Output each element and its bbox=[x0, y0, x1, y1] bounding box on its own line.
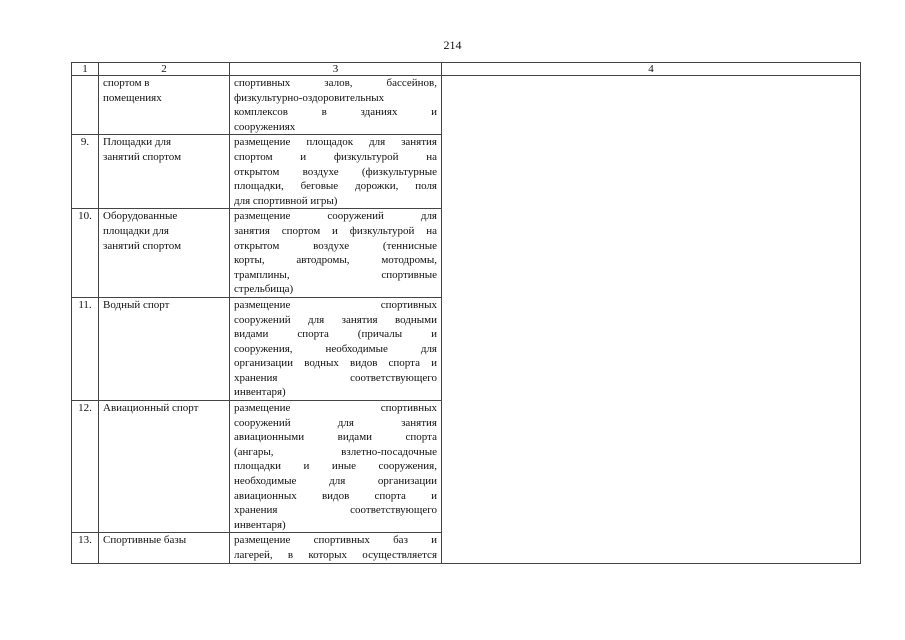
land-use-description-line: авиационных видов спорта и bbox=[234, 489, 437, 502]
column-number-3: 3 bbox=[230, 63, 442, 76]
land-use-description-line: для спортивной игры) bbox=[234, 194, 338, 207]
table-row bbox=[72, 76, 861, 135]
land-use-description-line: хранения соответствующего bbox=[234, 371, 437, 384]
land-use-name-line: спортом в bbox=[103, 77, 150, 89]
land-use-description-line: размещение сооружений для bbox=[234, 210, 437, 223]
land-use-description-line: открытом воздухе (теннисные bbox=[234, 239, 437, 252]
land-use-name-line: площадки для bbox=[103, 224, 169, 237]
land-use-description-line: корты, автодромы, мотодромы, bbox=[234, 254, 437, 267]
land-use-description-line: площадки и иные сооружения, bbox=[234, 460, 437, 473]
land-use-name bbox=[99, 297, 230, 400]
land-use-description bbox=[230, 297, 442, 400]
land-use-description-line: занятия спортом и физкультурой на bbox=[234, 224, 437, 237]
column-4-cell bbox=[442, 76, 861, 564]
land-use-description-line: сооружения, необходимые для bbox=[234, 342, 437, 355]
row-number: 11. bbox=[72, 297, 99, 400]
land-use-name bbox=[99, 533, 230, 563]
land-use-name-line: Спортивные базы bbox=[103, 534, 187, 547]
row-number: 9. bbox=[72, 135, 99, 209]
land-use-description-line: открытом воздухе (физкультурные bbox=[234, 165, 437, 178]
land-use-description-line: (ангары, взлетно-посадочные bbox=[234, 445, 437, 458]
land-use-description-line: спортивных залов, бассейнов, bbox=[234, 77, 437, 89]
land-use-description-line: размещение площадок для занятия bbox=[234, 136, 437, 149]
land-use-description-line: размещение спортивных bbox=[234, 402, 437, 415]
land-use-name bbox=[99, 401, 230, 533]
land-use-description bbox=[230, 533, 442, 563]
column-number-1: 1 bbox=[72, 63, 99, 76]
land-use-description-line: лагерей, в которых осуществляется bbox=[234, 549, 437, 561]
land-use-description-line: площадки, беговые дорожки, поля bbox=[234, 180, 437, 193]
page-number: 214 bbox=[443, 38, 462, 52]
land-use-description-line: хранения соответствующего bbox=[234, 504, 437, 517]
land-use-description bbox=[230, 401, 442, 533]
table-body bbox=[72, 76, 861, 564]
land-use-description-line: комплексов в зданиях и bbox=[234, 106, 437, 119]
land-use-name-line: занятий спортом bbox=[103, 150, 182, 163]
land-use-description-line: инвентаря) bbox=[234, 386, 286, 399]
land-use-description-line: трамплины, спортивные bbox=[234, 268, 437, 281]
land-use-name bbox=[99, 76, 230, 135]
land-use-name-line: занятий спортом bbox=[103, 239, 182, 252]
land-use-name bbox=[99, 209, 230, 298]
land-use-description-line: организации водных видов спорта и bbox=[234, 357, 437, 370]
land-use-description bbox=[230, 76, 442, 135]
land-use-description-line: размещение спортивных bbox=[234, 298, 437, 311]
land-use-name-line: Оборудованные bbox=[103, 210, 178, 223]
land-use-description-line: размещение спортивных баз и bbox=[234, 534, 437, 547]
land-use-description-line: сооружений для занятия bbox=[234, 416, 437, 429]
land-use-name-line: Площадки для bbox=[103, 136, 172, 149]
land-use-description bbox=[230, 135, 442, 209]
land-use-name-line: помещениях bbox=[103, 91, 162, 104]
land-use-description-line: инвентаря) bbox=[234, 518, 286, 531]
land-use-name-line: Водный спорт bbox=[103, 298, 170, 311]
row-number bbox=[72, 76, 99, 135]
row-number: 10. bbox=[72, 209, 99, 298]
land-use-name bbox=[99, 135, 230, 209]
regulation-table bbox=[71, 62, 861, 564]
land-use-description-line: необходимые для организации bbox=[234, 475, 437, 488]
land-use-description-line: физкультурно-оздоровительных bbox=[234, 91, 385, 104]
land-use-name-line: Авиационный спорт bbox=[103, 402, 199, 415]
column-number-row bbox=[72, 63, 861, 76]
row-number: 12. bbox=[72, 401, 99, 533]
column-number-4: 4 bbox=[442, 63, 861, 76]
land-use-description-line: видами спорта (причалы и bbox=[234, 328, 437, 341]
land-use-description-line: сооружений для занятия водными bbox=[234, 313, 437, 326]
land-use-description-line: стрельбища) bbox=[234, 283, 294, 296]
land-use-description-line: авиационными видами спорта bbox=[234, 431, 437, 444]
land-use-description-line: сооружениях bbox=[234, 120, 296, 133]
row-number: 13. bbox=[72, 533, 99, 563]
land-use-description-line: спортом и физкультурой на bbox=[234, 150, 437, 163]
column-number-2: 2 bbox=[99, 63, 230, 76]
land-use-description bbox=[230, 209, 442, 298]
